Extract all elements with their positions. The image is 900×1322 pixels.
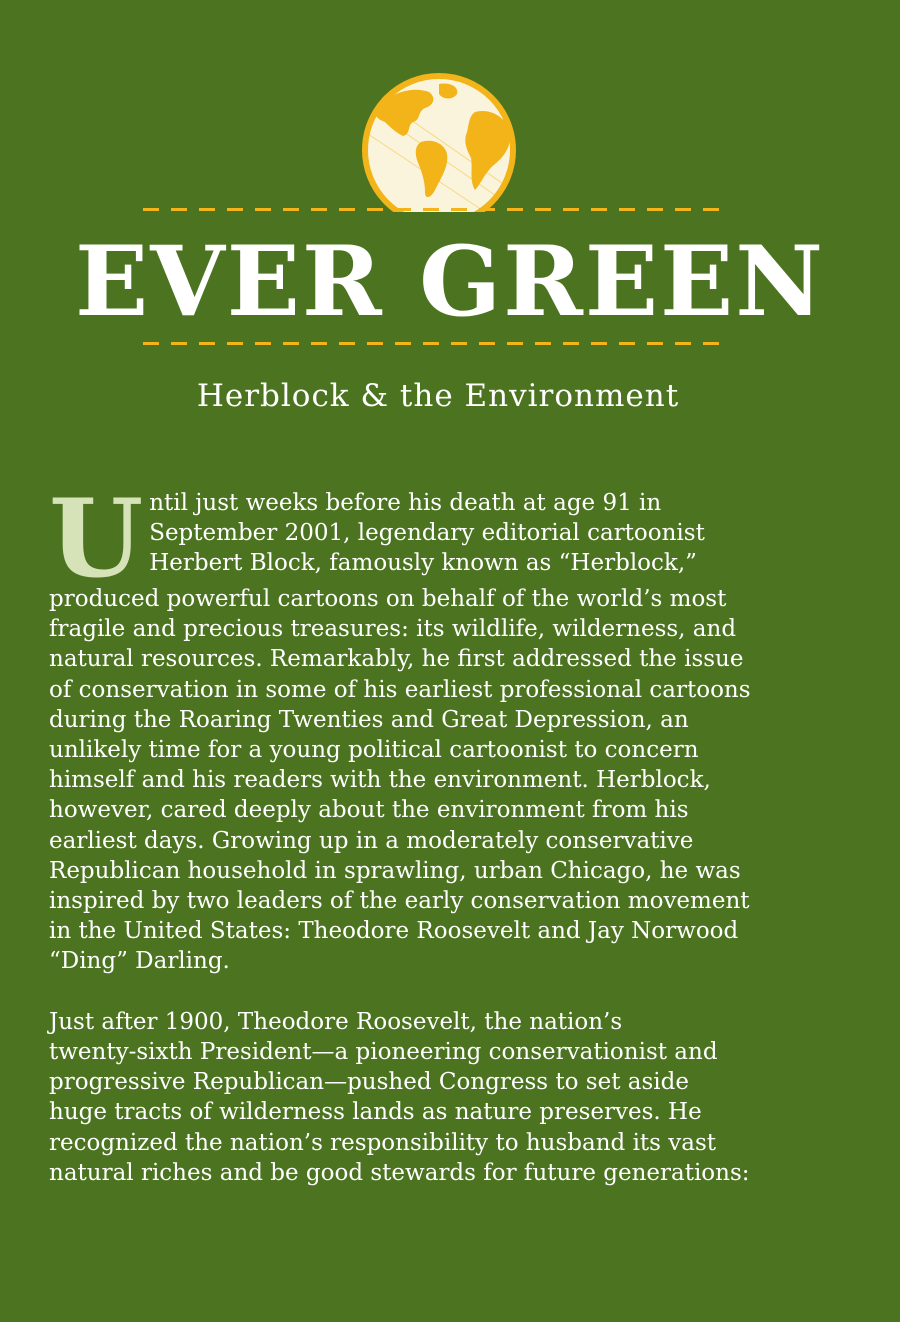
paragraph-1-line: ntil just weeks before his death at age 91 in	[149, 490, 662, 516]
bottom-dashed-rule	[143, 342, 729, 345]
paragraph-1-line: inspired by two leaders of the early conservation movement	[49, 888, 750, 915]
globe-icon	[355, 72, 523, 212]
paragraph-1-line: Republican household in sprawling, urban Chicago, he was	[49, 857, 741, 884]
paragraph-1-line: produced powerful cartoons on behalf of the world’s most	[49, 586, 727, 612]
paragraph-1-line: September 2001, legendary editorial cartoonist	[149, 520, 705, 547]
page-title: EVER GREEN	[75, 225, 825, 338]
paragraph-1-line: however, cared deeply about the environment from his	[49, 797, 689, 824]
drop-cap: U	[49, 476, 144, 602]
paragraph-2-line: twenty-sixth President—a pioneering conservationist and	[49, 1039, 718, 1066]
paragraph-1-line: unlikely time for a young political cartoonist to concern	[49, 737, 699, 764]
paragraph-1-line: fragile and precious treasures: its wildlife, wilderness, and	[49, 616, 737, 643]
paragraph-1-line: earliest days. Growing up in a moderately conservative	[49, 827, 694, 854]
paragraph-1-line: natural resources. Remarkably, he first addressed the issue	[49, 646, 744, 673]
paragraph-2-line: natural riches and be good stewards for future generations:	[49, 1159, 750, 1186]
paragraph-1-line: Herbert Block, famously known as “Herblock,”	[149, 550, 697, 577]
paragraph-2-line: Just after 1900, Theodore Roosevelt, the nation’s	[49, 1008, 623, 1035]
article-body	[49, 476, 864, 1188]
top-dashed-rule	[143, 208, 729, 211]
paragraph-2-line: progressive Republican—pushed Congress to set aside	[49, 1069, 689, 1096]
paragraph-1-line: of conservation in some of his earliest professional cartoons	[49, 676, 751, 703]
paragraph-2-line: huge tracts of wilderness lands as nature preserves. He	[49, 1099, 702, 1126]
page-subtitle: Herblock & the Environment	[196, 378, 680, 414]
paragraph-1-line: “Ding” Darling.	[49, 948, 230, 975]
paragraph-1-line: in the United States: Theodore Roosevelt and Jay Norwood	[49, 918, 739, 945]
paragraph-2-line: recognized the nation’s responsibility to husband its vast	[49, 1129, 717, 1156]
paragraph-1-line: during the Roaring Twenties and Great Depression, an	[49, 706, 689, 733]
paragraph-1-line: himself and his readers with the environment. Herblock,	[49, 767, 711, 794]
